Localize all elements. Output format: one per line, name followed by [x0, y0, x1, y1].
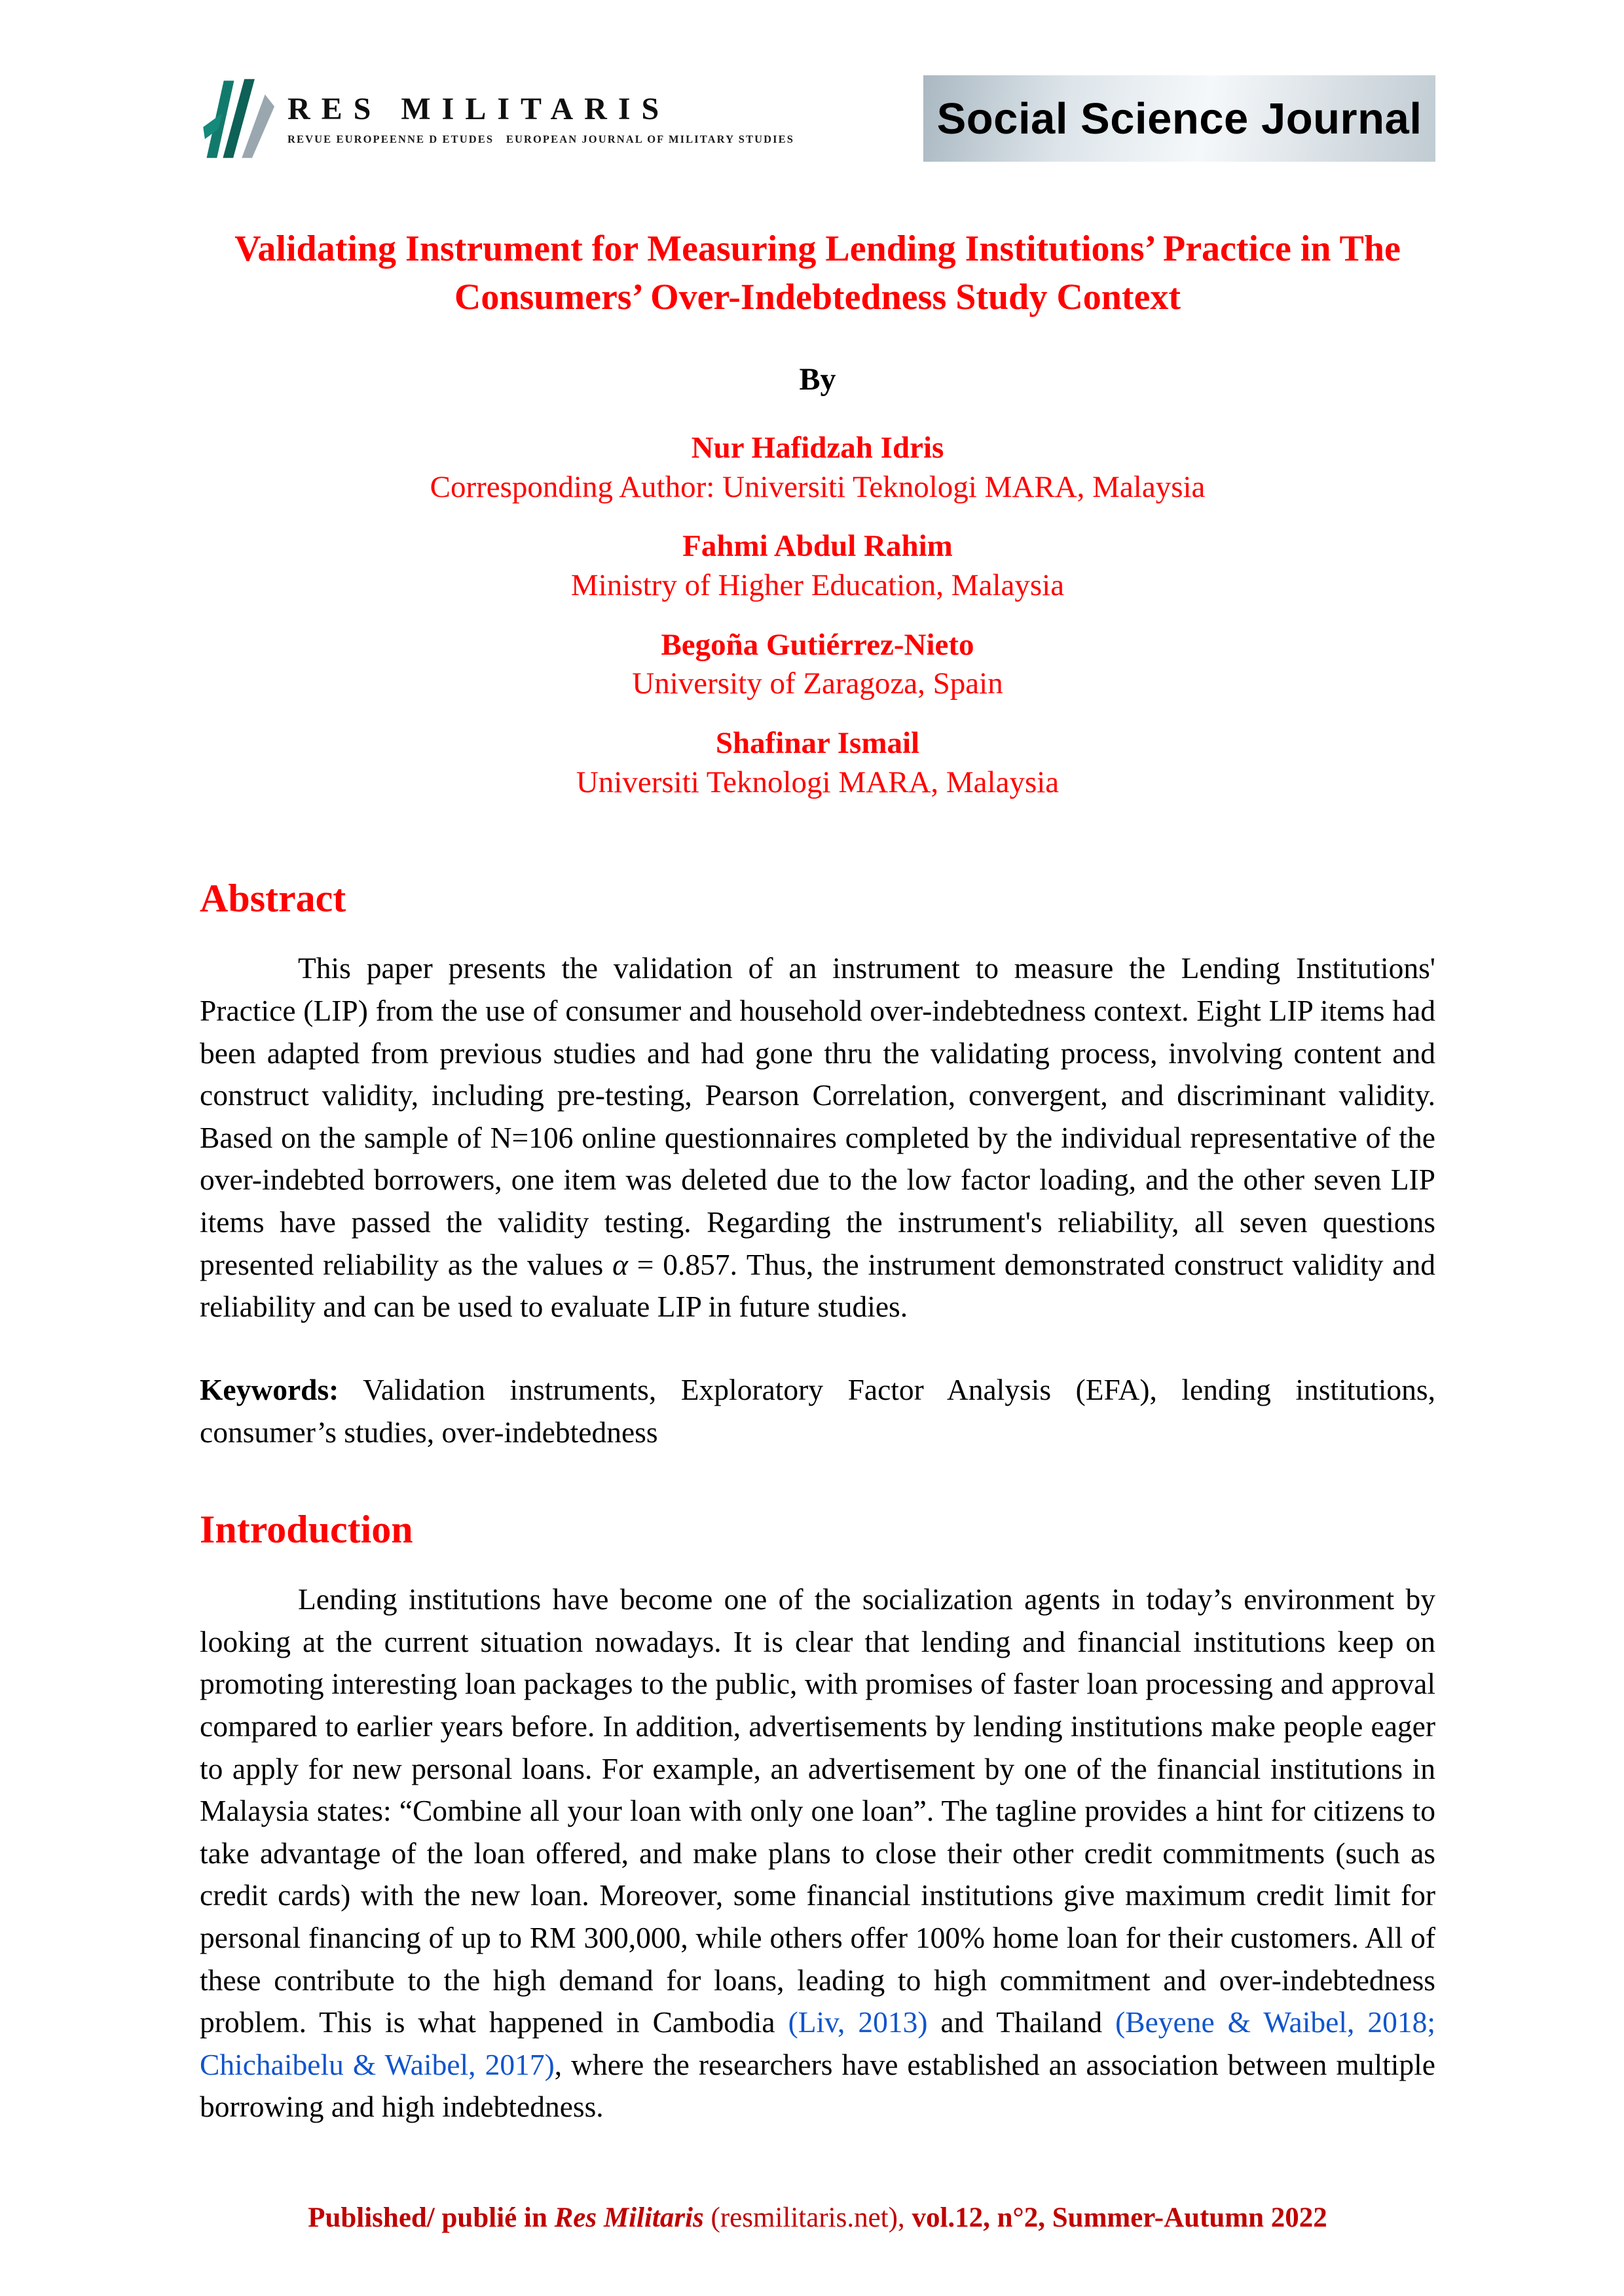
introduction-text: and Thailand	[927, 2005, 1116, 2039]
introduction-paragraph	[200, 1578, 1435, 2128]
journal-logo	[200, 75, 794, 162]
logo-title: RES MILITARIS	[287, 92, 671, 126]
author-block	[200, 429, 1435, 507]
abstract-text: This paper presents the validation of an instrument to measure the Lending Institutions' Practice (LIP) from the use of consumer and household over-indebtedness context. Eight LIP items had been adapted from previous studies and had gone thru the validating process, involving content and construct validity, including pre-testing, Pearson Correlation, convergent, and discriminant validity. Based on the sample of N=106 online questionnaires completed by the individual representative of the over-indebted borrowers, one item was deleted due to the low factor loading, and the other seven LIP items have passed the validity testing. Regarding the instrument's reliability, all seven questions presented reliability as the values	[200, 951, 1435, 1281]
logo-subtitle: REVUE EUROPEENNE D ETUDES EUROPEAN JOURNAL OF MILITARY STUDIES	[287, 133, 795, 145]
citation-link-liv-2013[interactable]: (Liv, 2013)	[788, 2005, 928, 2039]
footer-site: (resmilitaris.net),	[703, 2202, 912, 2233]
keywords-line	[200, 1369, 1435, 1453]
footer-issue-info: vol.12, n°2, Summer-Autumn 2022	[912, 2202, 1327, 2233]
author-name: Begoña Gutiérrez-Nieto	[661, 627, 974, 662]
author-affiliation: Corresponding Author: Universiti Teknologi MARA, Malaysia	[430, 469, 1206, 504]
section-heading-abstract: Abstract	[200, 877, 346, 920]
journal-banner-title: Social Science Journal	[936, 94, 1422, 143]
author-name: Nur Hafidzah Idris	[691, 430, 944, 465]
article-title: Validating Instrument for Measuring Lending Institutions’ Practice in The Consumers’ Over-Indebtedness Study Context	[234, 228, 1401, 318]
citation-link-beyene-waibel[interactable]: (Beyene & Waibel, 2018; Chichaibelu & Waibel, 2017)	[200, 2005, 1435, 2081]
footer-journal-name: Res Militaris	[554, 2202, 704, 2233]
abstract-paragraph	[200, 947, 1435, 1328]
abstract-text: = 0.857. Thus, the instrument demonstrated construct validity and reliability and can be used to evaluate LIP in future studies.	[200, 1247, 1435, 1324]
author-affiliation: University of Zaragoza, Spain	[632, 666, 1003, 701]
author-list	[200, 429, 1435, 823]
author-affiliation: Ministry of Higher Education, Malaysia	[570, 568, 1065, 602]
author-name: Fahmi Abdul Rahim	[682, 529, 953, 564]
journal-banner	[923, 75, 1435, 162]
logo-text	[287, 91, 794, 146]
page-header	[200, 75, 1435, 162]
introduction-text: Lending institutions have become one of the socialization agents in today’s environment by looking at the current situation nowadays. It is clear that lending and financial institutions keep on promoting interesting loan packages to the public, with promises of faster loan processing and approval compared to earlier years before. In addition, advertisements by lending institutions make people eager to apply for new personal loans. For example, an advertisement by one of the financial institutions in Malaysia states: “Combine all your loan with only one loan”. The tagline provides a hint for citizens to take advantage of the loan offered, and make plans to close their other credit commitments (such as credit cards) with the new loan. Moreover, some financial institutions give maximum credit limit for personal financing of up to RM 300,000, while others offer 100% home loan for their customers. All of these contribute to the high demand for loans, leading to high commitment and over-indebtedness problem. This is what happened in Cambodia	[200, 1582, 1435, 2039]
introduction-text: , where the researchers have established an association between multiple borrowing and high indebtedness.	[200, 2047, 1435, 2124]
byline: By	[799, 361, 836, 397]
author-name: Shafinar Ismail	[715, 726, 920, 761]
author-affiliation: Universiti Teknologi MARA, Malaysia	[576, 765, 1060, 799]
author-block	[200, 724, 1435, 802]
alpha-symbol: α	[612, 1247, 628, 1281]
author-block	[200, 626, 1435, 704]
author-block	[200, 527, 1435, 605]
page-footer	[200, 2202, 1435, 2234]
keywords-text: Validation instruments, Exploratory Factor Analysis (EFA), lending institutions, consumer’s studies, over-indebtedness	[200, 1372, 1435, 1449]
section-heading-introduction: Introduction	[200, 1508, 413, 1552]
keywords-label: Keywords:	[200, 1372, 339, 1406]
footer-text: Published/ publié in	[308, 2202, 555, 2233]
logo-leaf-emblem-icon	[200, 75, 277, 162]
